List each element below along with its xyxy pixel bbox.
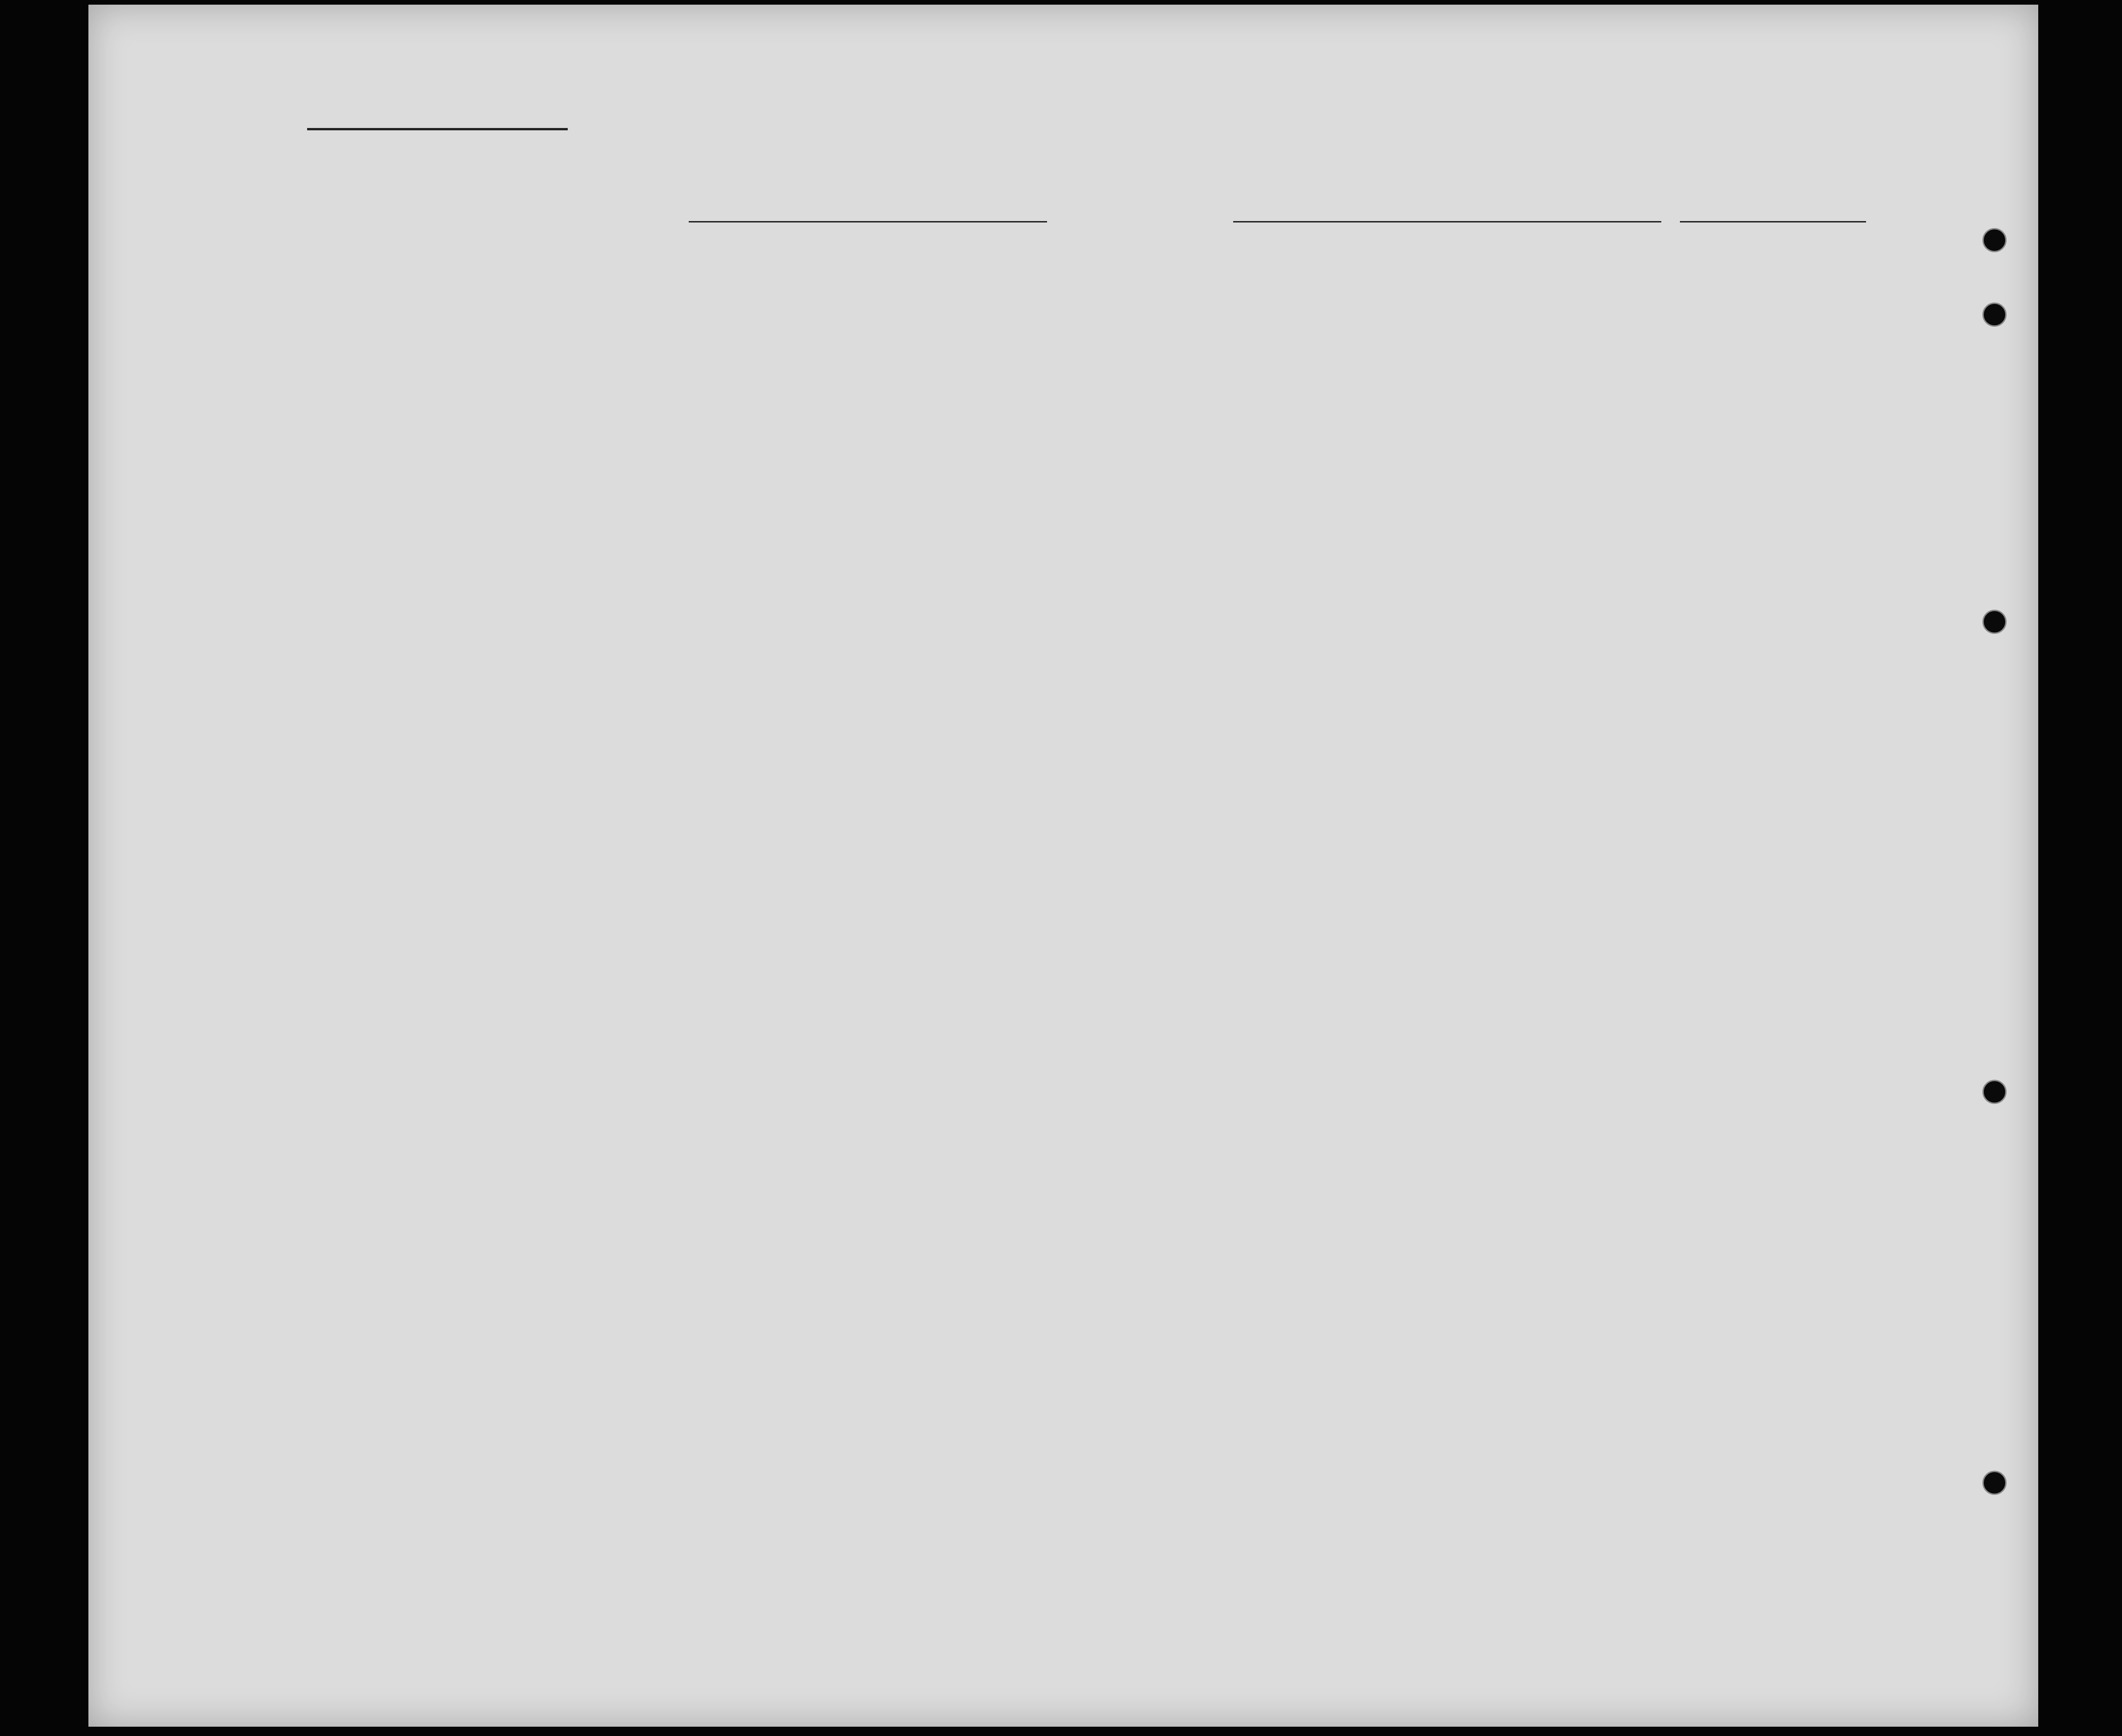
binder-hole	[1982, 1080, 2007, 1104]
binder-hole	[1982, 1471, 2007, 1495]
manifest-sheet	[88, 5, 2038, 1727]
manifest-table	[88, 5, 2038, 1727]
binder-hole	[1982, 228, 2007, 252]
binder-hole	[1982, 303, 2007, 327]
binder-hole	[1982, 610, 2007, 634]
